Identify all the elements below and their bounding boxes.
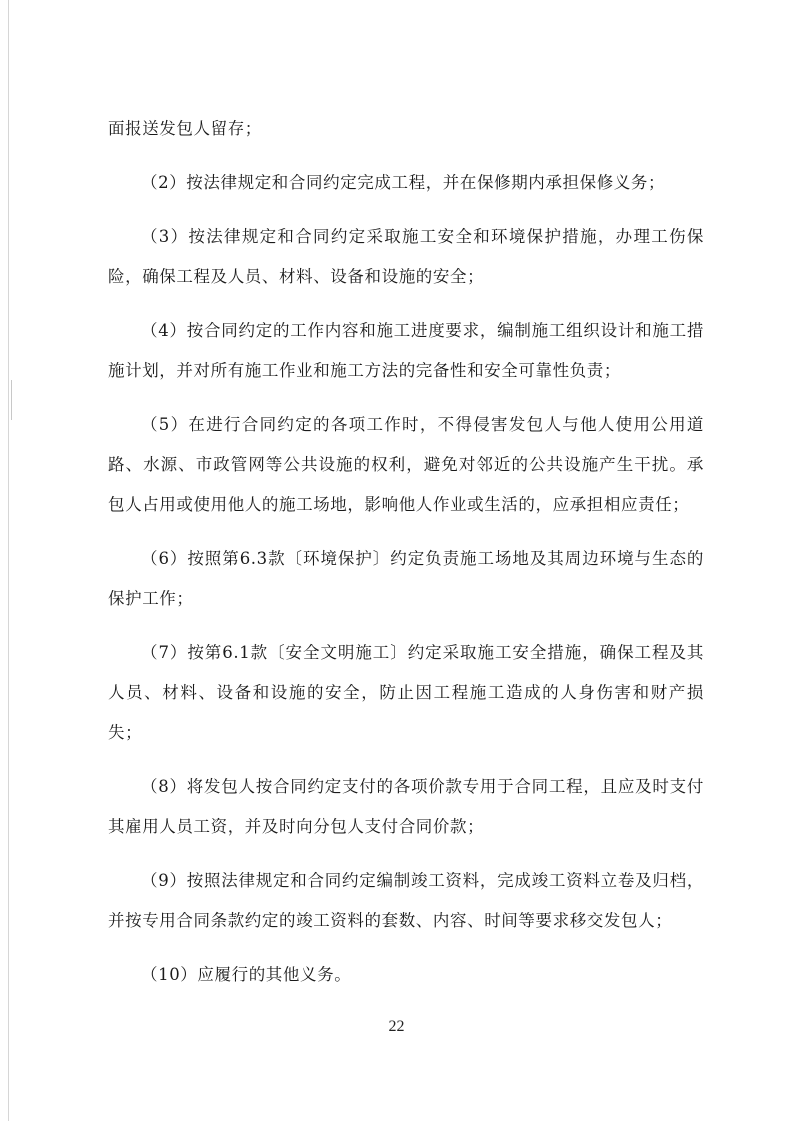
paragraph-item-3: （3）按法律规定和合同约定采取施工安全和环境保护措施，办理工伤保险，确保工程及人员、材料、设备和设施的安全； [108,227,704,286]
paragraph-continuation: 面报送发包人留存； [108,119,262,138]
scan-edge-line [8,0,9,1121]
paragraph-item-8: （8）将发包人按合同约定支付的各项价款专用于合同工程，且应及时支付其雇用人员工资，并及时向分包人支付合同价款； [108,777,704,836]
page-number: 22 [388,1018,405,1035]
paragraph-item-6: （6）按照第6.3款〔环境保护〕约定负责施工场地及其周边环境与生态的保护工作； [108,549,704,608]
paragraph-item-5: （5）在进行合同约定的各项工作时，不得侵害发包人与他人使用公用道路、水源、市政管网等公共设施的权利，避免对邻近的公共设施产生干扰。承包人占用或使用他人的施工场地，影响他人作业或生活的，应承担相应责任； [108,415,704,514]
paragraph-item-2: （2）按法律规定和合同约定完成工程，并在保修期内承担保修义务； [141,173,666,192]
paragraph-item-10: （10）应履行的其他义务。 [141,965,352,984]
paragraph-item-4: （4）按合同约定的工作内容和施工进度要求，编制施工组织设计和施工措施计划，并对所有施工作业和施工方法的完备性和安全可靠性负责； [108,321,704,380]
paragraph-item-9: （9）按照法律规定和合同约定编制竣工资料，完成竣工资料立卷及归档，并按专用合同条款约定的竣工资料的套数、内容、时间等要求移交发包人； [108,871,704,930]
paragraph-item-7: （7）按第6.1款〔安全文明施工〕约定采取施工安全措施，确保工程及其人员、材料、设备和设施的安全，防止因工程施工造成的人身伤害和财产损失； [108,643,704,742]
scan-edge-mark [11,380,12,420]
document-body [108,109,704,1009]
